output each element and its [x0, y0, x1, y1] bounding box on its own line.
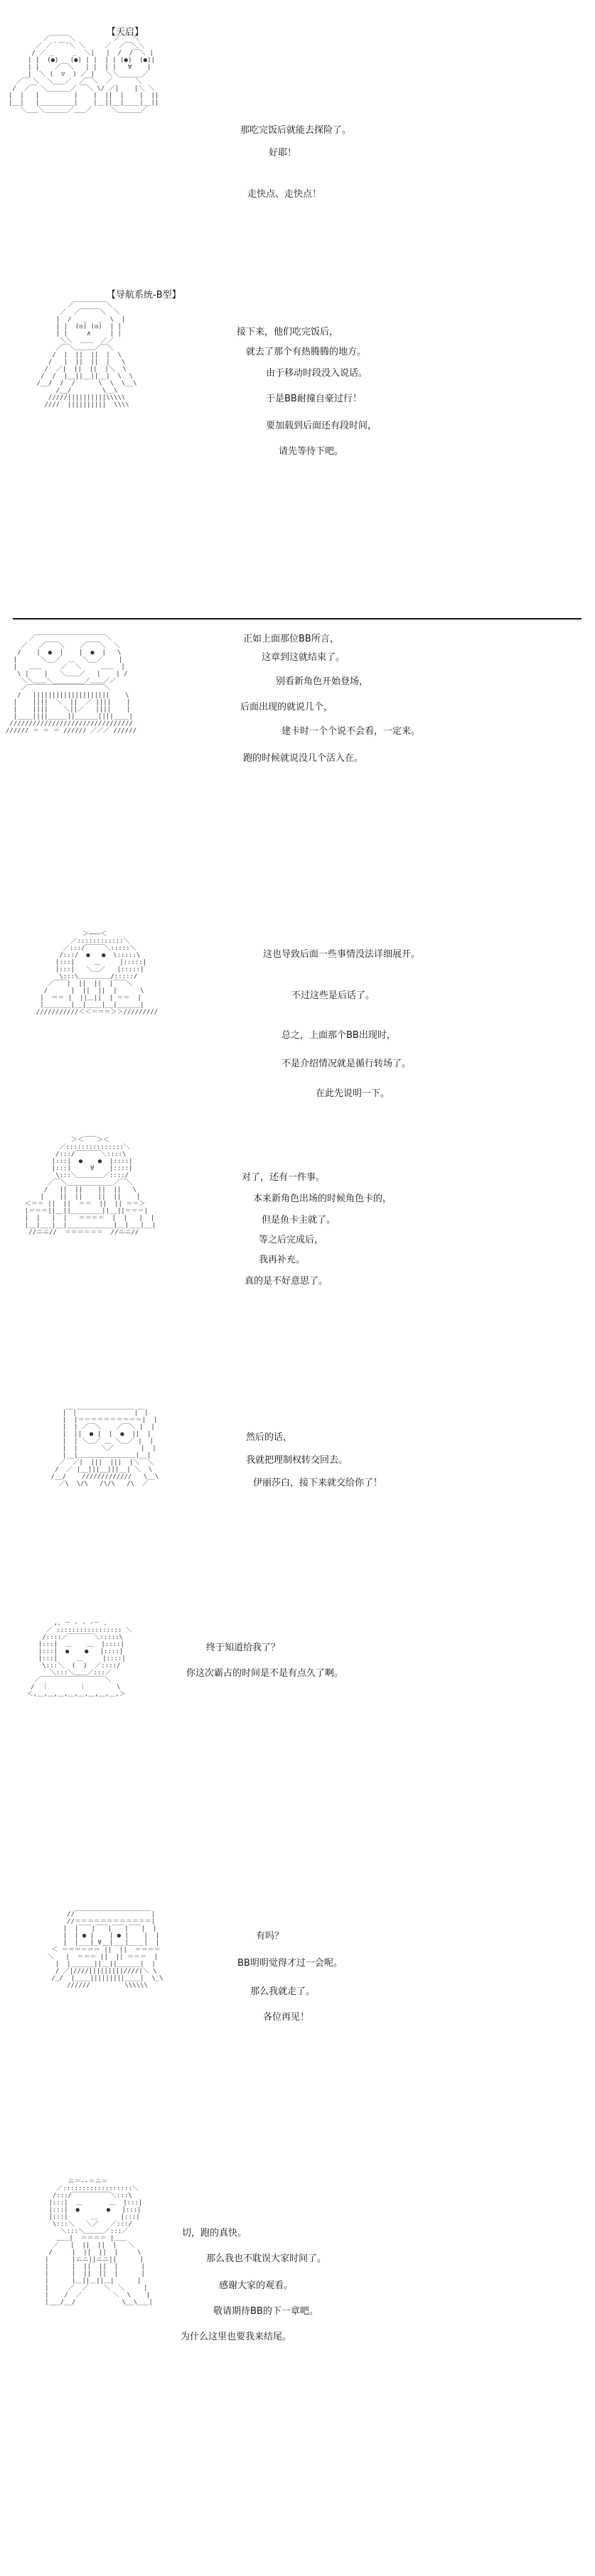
ascii-art-character: |￣|￣￣￣￣￣￣￣￣￣|￣| | |＝＝＝＝＝＝＝＝＝＝| | | | ／￣＼ ／￣＼ | | | || ● | | ● || | | | ＼＿／ ＿ ＼＿／ | | | | ＼／ | | |__|＿＿＿＿＿＿＿＿＿|__| ／ ／| ||| ||| |＼ ＼ / ／ |__|||__|||__| ＼ \ /__/ ///////////// \__\ ／\ \/\ /\/\ /\ ／ — [50, 1409, 159, 1488]
panel-border — [13, 618, 581, 619]
panel-6 — [0, 1385, 595, 1598]
panel-2 — [0, 263, 595, 618]
panel-3 — [0, 618, 595, 924]
ascii-art-character: ＞―――＜ ／::::::::::::＼ ／:::/￣￣￣＼:::::＼ /:::/ ● ● \:::::\ |:::| ＿ |:::::| |:::| ＼＿／ |:::::| \:::\＿＿＿＿＿/:::::/ ／￣￣| || || |￣￣＼ / | || || | \ | ＝＝ | ||＿|| | ＝＝ | |_______|__|____|__|______| ///////////＜＜＝＝＝＞＞///////// — [36, 931, 159, 1016]
dialogue-line: 于是BB耐撞自豪过行！ — [266, 394, 362, 404]
dialogue-line: 我再补充。 — [259, 1255, 306, 1265]
dialogue-line: 由于移动时段没入说话。 — [266, 368, 368, 379]
dialogue-line: 对了，还有一件事。 — [242, 1172, 326, 1183]
dialogue-line: 终于知道给我了？ — [206, 1643, 281, 1653]
dialogue-line: 跑的时候就说没几个活入在。 — [243, 753, 364, 764]
ascii-art-character: //￣￣￣￣￣￣￣￣￣￣￣￣| //＝＝＝＝＝＝＝＝＝＝＝＝| | |￣￣|￣￣|￣￣|￣￣| | | | ● | | ● | | | | |___|_∀__|___|____| | ＜ ＝＝＝＝＝＝ || || ＝＝＝＝ ＼ | ＝＝＝ || || ＝＝＝ | | |______||__||______| | / ／|////|||||||||////|＼ \ /_/ |____|||||||||____| \_\ ////// \\\\\\ — [48, 1911, 164, 1989]
dialogue-line: 走快点、走快点！ — [247, 189, 322, 200]
dialogue-line: 然后的话， — [246, 1432, 293, 1443]
dialogue-line: 那么我也不耽误大家时间了。 — [206, 2253, 327, 2264]
ascii-art-character: ／￣￣￣￣￣￣￣￣￣￣￣＼ ／ ／￣￣＼ ／￣￣＼ ＼ / | ● | | ● | \ | ＼__／ ＿ ＼__／ | | ＿＿ ／ ＼ ＿＿ | \ | | ＼＿＿／ | | / ＼＼＿＿＼________／＿＿／／ ／￣￣￣￣￣￣￣￣￣￣￣￣＼ / |||||||||||||||||||| \ | |||| ＼ || ／ |||| | | |||| ＼||／ |||| | |____||||_____||______||||____| //////////////////////////////// ////// ＝ ＝ ＝ ////// ／／／ ////// — [6, 635, 137, 735]
ascii-art-character: ,、－ ‐ ‐ ‐－ 、 ／ ::::::::::::::::: ＼ /::::／￣￣￣￣＼:::::\ |:::| ＿ ＿ |::::| |:::| ● ● |::::| |:::| ＿ |::::| \:::＼ ( ) ／::::/ ＼:::＼＿＿／:::／ ／￣￣￣￣￣￣￣￣￣￣＼ / ｜ ｜ \ ＜,＿,＿,＿,＿,＿,＿,＿,＿,＞ — [26, 1620, 132, 1698]
dialogue-line: 建卡时一个个说不会看，一定来。 — [282, 726, 421, 737]
dialogue-line: 后面出现的就说几个， — [240, 702, 333, 713]
dialogue-line: 切，跑的真快。 — [182, 2228, 247, 2239]
panel-header: 【天启】 — [107, 27, 144, 38]
dialogue-line: 伊丽莎白，接下来就交给你了！ — [253, 1478, 383, 1488]
dialogue-line: 等之后完成后， — [259, 1235, 324, 1245]
dialogue-line: 接下来，他们吃完饭后， — [237, 327, 339, 337]
dialogue-line: 各位再见！ — [263, 2012, 310, 2023]
ascii-art-character: ＞＜￣￣＞＜ ／:::::::::::::::＼ /:::/￣￣￣￣＼::::\ |:::| ● ● |::::| |:::| ∀ |::::| \:::＼＿＿＿＿／::::/ ／￣＼____________／￣＼ / || || || || \ | || || || || | ＜＝＝ || || ＝＝ || || ＝＝＞ |＝＝＝||__||________||__||＝＝＝| | | | | ＝＝＝＝ | | | | |__|___|__|____________|__|___|__| //ニニ// ＝＝＝＝＝＝ //ニニ// — [24, 1137, 156, 1236]
dialogue-line: 这章到这就结束了。 — [262, 652, 345, 663]
dialogue-line: 真的是不好意思了。 — [245, 1276, 328, 1287]
ascii-art-character: ／￣￣￣￣￣＼ ／ ／￣￣￣＼ ＼ | / _ _ \ | | | (◎) (◎) | | | | ∧ | | ＼＼ ＿＿ ／／ ／￣＼＿＿＿／￣＼ / | || || | \ / | || || | \ / ／| || || |＼ \ / / |__||__||__| \ \ /__/ / / \ \ \__\ /__/ \__\ /////||||||||||\\\\\ //// |||||||||| \\\\ — [36, 302, 137, 408]
panel-header: 【导航系统-B型】 — [107, 290, 181, 301]
ascii-art-character: ニ＝‐‐＝ニ＝ ／::::::::::::::::::＼ /:::/￣￣￣￣￣￣＼:::\ |:::| ＿ ＿ |:::| |:::| ● ● |:::| |:::| ＿ |:::| \:::＼ ＼／ ／:::/ ＼:::＼＿＿＿／:::／ ＿＿| ＝＝＝＝ |＿＿ ／ | || || | ＼ / | || || | \ | |ニニ||ニニ|| | | | || || | | | | || || | | | |＿||＿||＿| | | ／ ／ ＼ ＼ | | / ／ ＼ \ | |___/__/ \__\___| — [45, 2178, 153, 2306]
dialogue-line: 不过这些是后话了。 — [291, 990, 375, 1001]
dialogue-line: 本来新角色出场的时候角色卡的， — [253, 1194, 392, 1204]
panel-1 — [0, 0, 595, 234]
dialogue-line: 正如上面那位BB所言， — [243, 634, 339, 644]
dialogue-line: 好耶！ — [269, 148, 297, 158]
dialogue-line: 为什么这里也要我来结尾。 — [181, 2332, 292, 2342]
ascii-art-characters: ／￣￣￣＼ ／￣￣＼ ／ ／｀￣´＼ ＼ ／ ／￣＼＼ / ／ _ _ ＼| | / /￣＼ | | | (●) (●) | | | | (●) (●)| | | ／￣＼ | | | | ∀ | | ＼ ( ▽ ) ／ | ＼＼______／ ／￣ ＼ ＼___／ ／￣＼ ／ ＼ / ／￣ ＼______／ ￣＼ \/ ／| |＼ ＼ | | | | | || | | || |__| |_________| |__||__|____|__|| ＼___＼______／___／ ＼______／ — [9, 36, 159, 114]
dialogue-line: BB明明觉得才过一会呢。 — [237, 1958, 343, 1969]
dialogue-line: 总之，上面那个BB出现时， — [282, 1030, 396, 1041]
dialogue-line: 但是鱼卡主就了。 — [262, 1215, 336, 1225]
dialogue-line: 你这次霸占的时间是不是有点久了啊。 — [186, 1668, 344, 1679]
dialogue-line: 在此先说明一下。 — [316, 1088, 390, 1099]
dialogue-line: 请先等待下吧。 — [279, 446, 344, 457]
panel-5 — [0, 1130, 595, 1385]
dialogue-line: 不是介绍情况就是循行转场了。 — [282, 1059, 412, 1069]
dialogue-line: 那吃完饭后就能去探险了。 — [240, 125, 352, 136]
dialogue-line: 这也导致后面一些事情没法详细展开。 — [263, 949, 421, 960]
dialogue-line: 那么我就走了。 — [250, 1986, 316, 1997]
dialogue-line: 敬请期待BB的下一章吧。 — [213, 2306, 318, 2317]
dialogue-line: 要加载到后面还有段时间， — [266, 421, 377, 431]
panel-7 — [0, 1598, 595, 1897]
panel-4 — [0, 924, 595, 1130]
dialogue-line: 别看新角色开始登场， — [276, 676, 369, 687]
panel-9 — [0, 2145, 595, 2576]
dialogue-line: 感谢大家的观看。 — [219, 2280, 294, 2291]
panel-8 — [0, 1897, 595, 2145]
dialogue-line: 我就把理制权转交回去。 — [246, 1455, 348, 1466]
dialogue-line: 就去了那个有热腾腾的地方。 — [246, 347, 367, 357]
dialogue-line: 有吗？ — [256, 1931, 284, 1942]
